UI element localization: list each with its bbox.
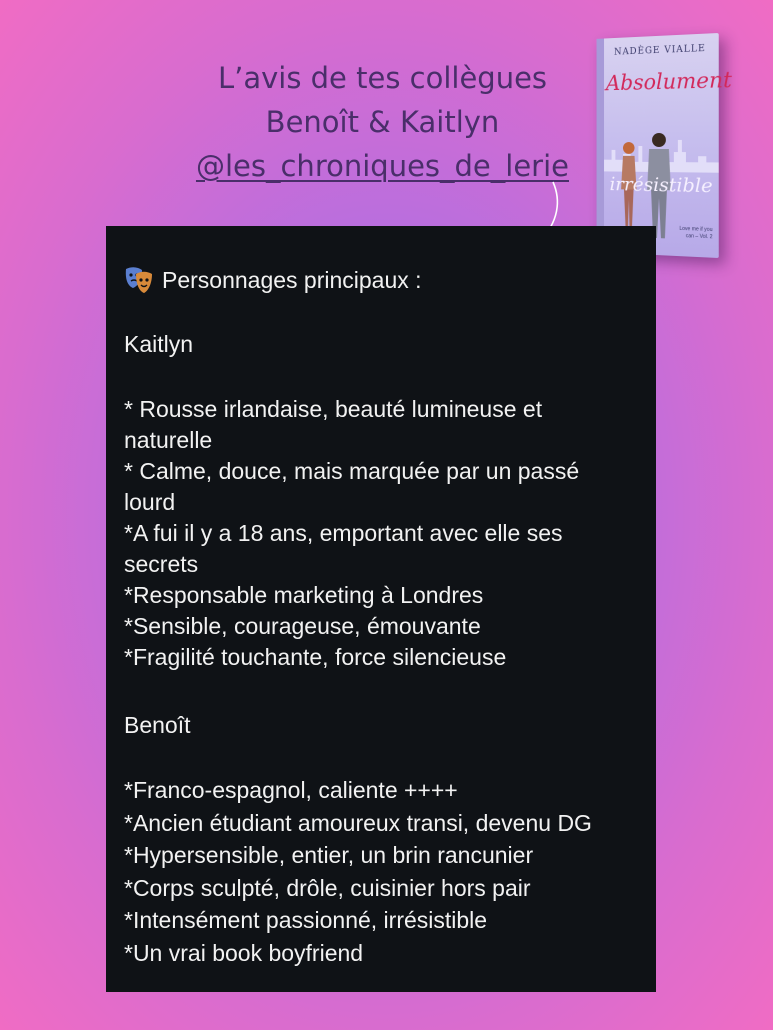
- list-item: *Un vrai book boyfriend: [124, 939, 364, 966]
- benoit-traits-list: [124, 774, 654, 969]
- book-author: NADÈGE VIALLE: [614, 43, 706, 58]
- review-panel: [106, 226, 656, 992]
- book-series-text: Love me if you can – Vol. 2: [679, 225, 713, 241]
- kaitlyn-traits-list: [124, 394, 634, 673]
- list-item: *Fragilité touchante, force silencieuse: [124, 644, 507, 670]
- list-item: *Corps sculpté, drôle, cuisinier hors pair: [124, 874, 531, 901]
- list-item: *A fui il y a 18 ans, emportant avec elle ses secrets: [124, 520, 563, 577]
- list-item: *Responsable marketing à Londres: [124, 582, 484, 608]
- list-item: * Rousse irlandaise, beauté lumineuse et naturelle: [124, 396, 543, 453]
- book-title-top: Absolument: [605, 67, 732, 96]
- header-line-1: L’avis de tes collègues: [217, 61, 548, 95]
- instagram-handle-link[interactable]: @les_chroniques_de_lerie: [195, 149, 569, 183]
- list-item: *Ancien étudiant amoureux transi, devenu DG: [124, 809, 592, 836]
- list-item: *Hypersensible, entier, un brin rancunier: [124, 842, 534, 868]
- book-title-bottom: irrésistible: [609, 173, 713, 198]
- book-cover-image: [597, 33, 732, 258]
- character-name-benoit: Benoît: [124, 712, 191, 738]
- header: [150, 56, 615, 188]
- list-item: * Calme, douce, mais marquée par un passé lourd: [124, 458, 580, 515]
- header-line-2: Benoît & Kaitlyn: [265, 105, 500, 139]
- list-item: *Franco-espagnol, caliente ++++: [124, 777, 458, 803]
- theater-masks-icon: [124, 266, 154, 294]
- list-item: *Sensible, courageuse, émouvante: [124, 613, 481, 639]
- characters-heading-text: Personnages principaux :: [162, 267, 422, 293]
- list-item: *Intensément passionné, irrésistible: [124, 907, 488, 933]
- characters-heading: [124, 264, 422, 296]
- book-spine: [597, 39, 604, 253]
- character-name-kaitlyn: Kaitlyn: [124, 331, 194, 357]
